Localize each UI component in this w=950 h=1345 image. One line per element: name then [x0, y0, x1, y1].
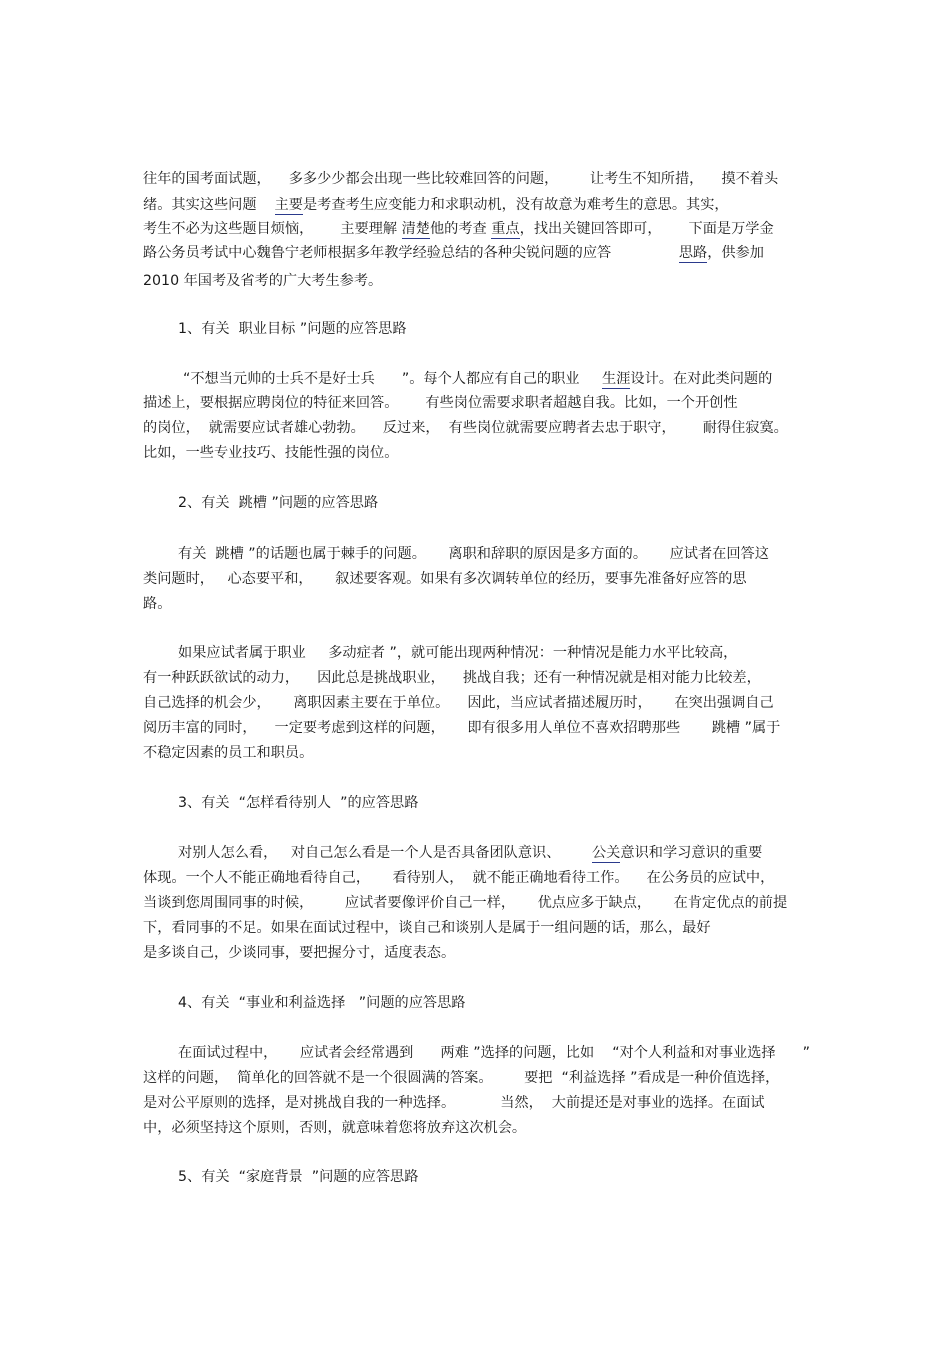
section-3-line-5: 是多谈自己，少谈同事，要把握分寸，适度表态。 — [143, 945, 456, 961]
intro-line-5: 2010 年国考及省考的广大考生参考。 — [143, 273, 383, 289]
section-2-para-2-line-3: 自己选择的机会少， 离职因素主要在于单位。 因此，当应试者描述履历时， 在突出强调自己 — [143, 695, 774, 711]
intro-line-4: 路公务员考试中心魏鲁宁老师根据多年教学经验总结的各种尖锐问题的应答 思路，供参加 — [143, 245, 764, 261]
section-3-line-1: 对别人怎么看， 对自己怎么看是一个人是否具备团队意识、 公关意识和学习意识的重要 — [178, 845, 763, 861]
section-2-para-2-line-2: 有一种跃跃欲试的动力， 因此总是挑战职业， 挑战自我；还有一种情况就是相对能力比较差， — [143, 670, 761, 686]
section-3-line-4: 下，看同事的不足。如果在面试过程中，谈自己和谈别人是属于一组问题的话，那么，最好 — [143, 920, 711, 936]
section-4-line-3: 是对公平原则的选择，是对挑战自我的一种选择。 当然， 大前提还是对事业的选择。在面试 — [143, 1095, 765, 1111]
section-2-para-1-line-1: 有关 跳槽 ”的话题也属于棘手的问题。 离职和辞职的原因是多方面的。 应试者在回答这 — [178, 546, 769, 562]
keyword-link[interactable]: 清楚 — [401, 221, 430, 237]
keyword-link[interactable]: 主要 — [274, 197, 303, 213]
intro-line-3: 考生不必为这些题目烦恼， 主要理解 清楚他的考查 重点，找出关键回答即可， 下面是万学金 — [143, 221, 774, 237]
section-1-heading: 1、有关 职业目标 ”问题的应答思路 — [178, 321, 407, 337]
section-5-heading: 5、有关 “家庭背景 ”问题的应答思路 — [178, 1169, 419, 1185]
section-2-heading: 2、有关 跳槽 ”问题的应答思路 — [178, 495, 379, 511]
section-3-heading: 3、有关 “怎样看待别人 ”的应答思路 — [178, 795, 419, 811]
section-2-para-2-line-4: 阅历丰富的同时， 一定要考虑到这样的问题， 即有很多用人单位不喜欢招聘那些 跳槽 ”属于 — [143, 720, 781, 736]
keyword-link[interactable]: 思路 — [678, 245, 708, 261]
section-2-para-1-line-2: 类问题时， 心态要平和， 叙述要客观。如果有多次调转单位的经历，要事先准备好应答的思 — [143, 571, 747, 587]
section-4-heading: 4、有关 “事业和利益选择 ”问题的应答思路 — [178, 995, 466, 1011]
section-1-line-2: 描述上，要根据应聘岗位的特征来回答。 有些岗位需要求职者超越自我。比如，一个开创性 — [143, 395, 738, 411]
section-4-line-1: 在面试过程中， 应试者会经常遇到 两难 ”选择的问题，比如 “对个人利益和对事业选择 ” — [178, 1045, 811, 1061]
intro-line-1: 往年的国考面试题， 多多少少都会出现一些比较难回答的问题， 让考生不知所措， 摸不着头 — [143, 171, 779, 187]
keyword-link[interactable]: 生涯 — [602, 371, 631, 387]
section-1-line-3: 的岗位， 就需要应试者雄心勃勃。 反过来， 有些岗位就需要应聘者去忠于职守， 耐得住寂寞。 — [143, 420, 788, 436]
section-4-line-4: 中，必须坚持这个原则，否则，就意味着您将放弃这次机会。 — [143, 1120, 527, 1136]
section-3-line-2: 体现。一个人不能正确地看待自己， 看待别人， 就不能正确地看待工作。 在公务员的应试中， — [143, 870, 775, 886]
section-4-line-2: 这样的问题， 简单化的回答就不是一个很圆满的答案。 要把 “利益选择 ”看成是一种价值选择， — [143, 1070, 780, 1086]
section-2-para-1-line-3: 路。 — [143, 596, 172, 612]
section-3-line-3: 当谈到您周围同事的时候， 应试者要像评价自己一样， 优点应多于缺点， 在肯定优点的前提 — [143, 895, 788, 911]
keyword-link[interactable]: 公关 — [591, 845, 621, 861]
section-2-para-2-line-1: 如果应试者属于职业 多动症者 ”，就可能出现两种情况：一种情况是能力水平比较高， — [178, 645, 738, 661]
section-1-line-1: “不想当元帅的士兵不是好士兵 ”。每个人都应有自己的职业 生涯设计。在对此类问题的 — [183, 371, 773, 387]
section-1-line-4: 比如，一些专业技巧、技能性强的岗位。 — [143, 445, 399, 461]
intro-line-2: 绪。其实这些问题 主要是考查考生应变能力和求职动机，没有故意为难考生的意思。其实， — [143, 197, 729, 213]
section-2-para-2-line-5: 不稳定因素的员工和职员。 — [143, 745, 314, 761]
keyword-link[interactable]: 重点 — [491, 221, 520, 237]
